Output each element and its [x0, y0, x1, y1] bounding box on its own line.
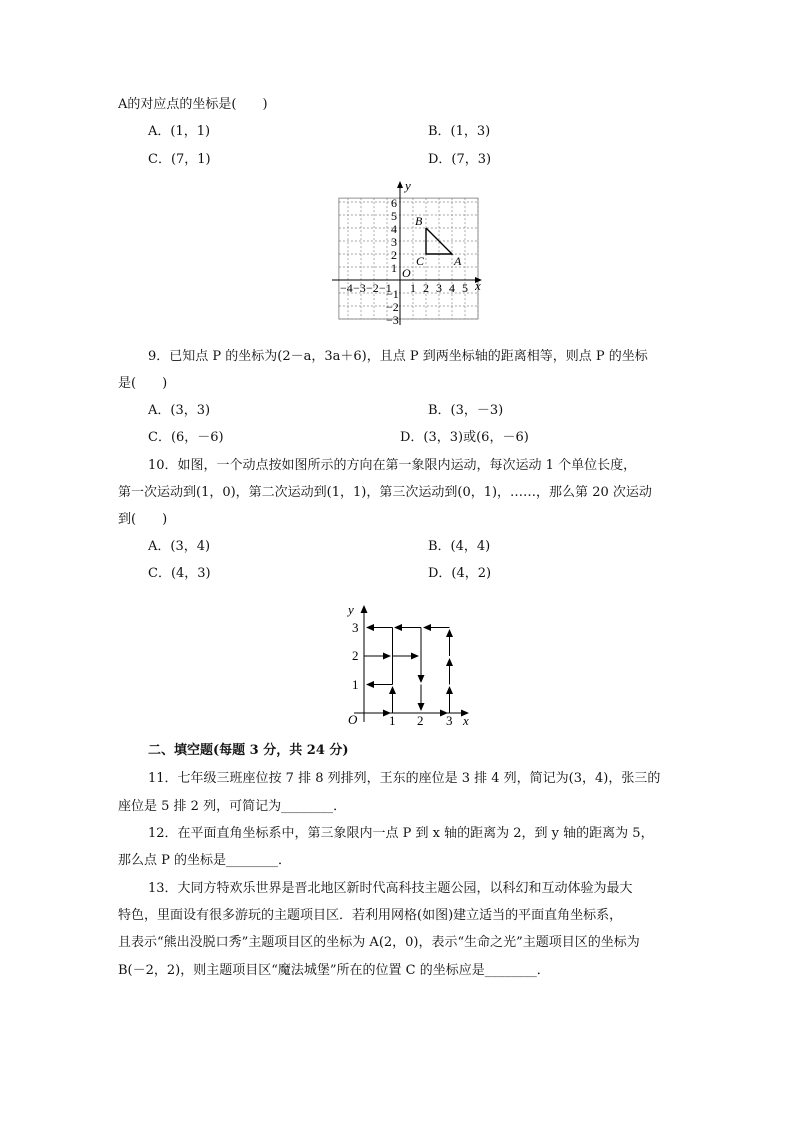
q12-line2: 那么点 P 的坐标是________．: [118, 853, 292, 868]
q8-option-a[interactable]: A．(1，1): [148, 124, 211, 139]
q13-line3: 且表示“熊出没脱口秀”主题项目区的坐标为 A(2，0)，表示“生命之光”主题项目区的坐标为: [118, 935, 640, 950]
q8-y-label: y: [405, 180, 411, 193]
q10-x-tick-2: 2: [417, 713, 424, 728]
q8-y-tick-label: 4: [391, 222, 397, 236]
q13-line1: 13．大同方特欢乐世界是晋北地区新时代高科技主题公园，以科幻和互动体验为最大: [148, 881, 633, 896]
q10-x-label: x: [463, 713, 469, 728]
q8-x-tick-label: 1: [410, 281, 416, 295]
q8-y-tick-label: 5: [391, 209, 397, 223]
q8-option-c[interactable]: C．(7，1): [148, 152, 211, 167]
q10-y-tick-1: 1: [352, 677, 359, 692]
q9-option-b[interactable]: B．(3，－3): [428, 403, 504, 418]
q8-option-d[interactable]: D．(7，3): [428, 152, 492, 167]
q10-line1: 10．如图，一个动点按如图所示的方向在第一象限内运动，每次运动 1 个单位长度，: [148, 458, 637, 473]
q11-line2: 座位是 5 排 2 列，可简记为________．: [118, 799, 347, 814]
q8-point-b: B: [415, 214, 423, 228]
q8-x-tick-label: −4: [340, 281, 353, 295]
q8-x-tick-label: 5: [462, 281, 468, 295]
q8-point-c: C: [416, 254, 425, 268]
q13-line4: B(－2，2)，则主题项目区“魔法城堡”所在的位置 C 的坐标应是________．: [118, 963, 550, 978]
q11-line1: 11．七年级三班座位按 7 排 8 列排列，王东的座位是 3 排 4 列，简记为(3，4)，张三的: [148, 771, 661, 786]
q8-y-tick-label: 1: [391, 261, 397, 275]
q13-line2: 特色，里面设有很多游玩的主题项目区．若利用网格(如图)建立适当的平面直角坐标系，: [118, 908, 623, 923]
q10-y-tick-2: 2: [352, 648, 359, 663]
q8-stem-tail: A的对应点的坐标是( ): [118, 97, 268, 112]
q9-option-d[interactable]: D．(3，3)或(6，－6): [400, 430, 529, 445]
q10-x-tick-3: 3: [446, 713, 453, 728]
q8-x-tick-label: −3: [353, 281, 366, 295]
q12-line1: 12．在平面直角坐标系中，第三象限内一点 P 到 x 轴的距离为 2，到 y 轴的距离为 5，: [148, 826, 654, 841]
q8-y-tick-label: −3: [386, 313, 399, 327]
q10-option-c[interactable]: C．(4，3): [148, 566, 211, 581]
q8-y-tick-label: 6: [391, 196, 397, 210]
q9-option-c[interactable]: C．(6，－6): [148, 430, 224, 445]
q10-movement-path: [364, 628, 450, 714]
q8-y-tick-label: 3: [391, 235, 397, 249]
q10-option-d[interactable]: D．(4，2): [428, 566, 492, 581]
q9-line2: 是( ): [118, 376, 168, 391]
q8-y-tick-label: 2: [391, 248, 397, 262]
q8-x-tick-label: 4: [449, 281, 455, 295]
q10-line3: 到( ): [118, 512, 168, 527]
q8-x-tick-label: 2: [423, 281, 429, 295]
q10-x-tick-1: 1: [389, 713, 396, 728]
q10-path-figure: [340, 600, 480, 730]
q9-option-a[interactable]: A．(3，3): [148, 403, 211, 418]
q8-origin-label: O: [402, 266, 411, 280]
q8-x-tick-label: −2: [366, 281, 379, 295]
q10-y-label: y: [348, 602, 354, 617]
q8-x-tick-label: 3: [436, 281, 442, 295]
q8-x-tick-label: −1: [379, 281, 392, 295]
q8-point-a: A: [454, 254, 462, 268]
q9-line1: 9．已知点 P 的坐标为(2－a，3a＋6)，且点 P 到两坐标轴的距离相等，则点 P 的坐标: [148, 349, 648, 364]
q10-y-tick-3: 3: [352, 620, 359, 635]
q8-coordinate-figure: [330, 180, 490, 330]
q8-y-tick-label: −2: [386, 300, 399, 314]
q10-option-a[interactable]: A．(3，4): [148, 539, 211, 554]
q10-origin-label: O: [348, 712, 358, 727]
q8-y-arrow: [397, 181, 403, 188]
q8-y-tick-label: −1: [386, 287, 399, 301]
section-2-title: 二、填空题(每题 3 分，共 24 分): [148, 743, 349, 758]
q10-option-b[interactable]: B．(4，4): [428, 539, 491, 554]
q10-line2: 第一次运动到(1，0)，第二次运动到(1，1)，第三次运动到(0，1)，……，那么第 20 次运动: [118, 485, 652, 500]
q8-option-b[interactable]: B．(1，3): [428, 124, 491, 139]
q8-x-label: x: [475, 278, 481, 293]
